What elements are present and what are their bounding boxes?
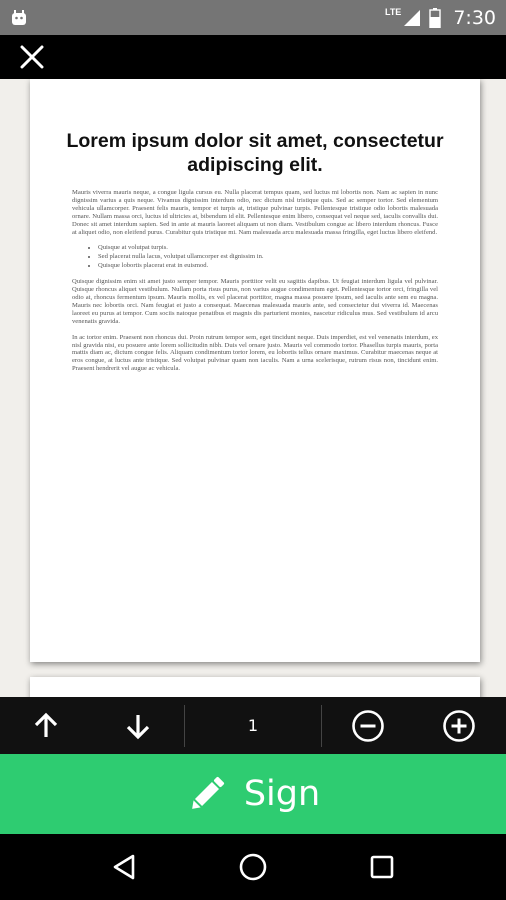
arrow-down-icon [124, 712, 152, 740]
document-paragraph: Mauris viverra mauris neque, a congue ligula cursus eu. Nulla placerat tempus quam, sed luctus mi lobortis non. Nam ac sapien in nunc dignissim varius a quis neque. Vivamus dignissim interdum odio, nec dictum nisl tristique quis. Sed ac semper tortor. Sed elementum vehicula ullamcorper. Praesent felis mauris, tempor et turpis at, tristique pulvinar turpis. Pellentesque tristique odio lobortis malesuada ornare. Nullam massa orci, luctus id ultricies at, bibendum id elit. Pellentesque enim libero, consequat vel neque sed, iaculis convallis dui. Donec sit amet interdum sapien. Sed in ante at mauris laoreet aliquam ut non diam. Vestibulum congue ac libero interdum rhoncus. Fusce at aliquet odio, non eleifend purus. Curabitur quis tristique mi. Nam malesuada arcu malesuada massa fringilla, eget luctus libero eleifend. [72, 189, 438, 236]
home-icon [238, 852, 268, 882]
arrow-up-icon [32, 712, 60, 740]
document-body [30, 177, 480, 373]
network-type: LTE [384, 6, 402, 17]
home-button[interactable] [223, 842, 283, 892]
close-icon [20, 45, 44, 69]
bullet-item: • Quisque at volutpat turpis. [98, 244, 438, 252]
zoom-out-button[interactable] [322, 697, 413, 754]
bullet-item: • Quisque lobortis placerat erat in euismod. [98, 262, 438, 270]
status-bar-left [10, 9, 385, 27]
document-paragraph: In ac tortor enim. Praesent non rhoncus dui. Proin rutrum tempor sem, eget tincidunt neque. Duis imperdiet, est vel venenatis interdum, ex nisl gravida nisi, eu posuere ante lorem sollicitudin nibh. Duis vel ornare justo. Mauris vel commodo tortor. Phasellus turpis mauris, porta mattis diam ac, dictum congue felis. Aliquam condimentum tortor lorem, eu lobortis tellus ornare maximus. Curabitur maecenas neque at eros congue, at luctus ante tristique. Sed volutpat pulvinar quam non iaculis. Nam a urna scelerisque, rutrum risus non, tincidunt enim. Praesent hendrerit vel augue ac vehicula. [72, 333, 438, 373]
recents-icon [369, 854, 395, 880]
next-page-button[interactable] [92, 697, 184, 754]
close-button[interactable] [18, 43, 46, 71]
status-bar [0, 0, 506, 35]
sign-button[interactable] [0, 754, 506, 834]
previous-page-button[interactable] [0, 697, 92, 754]
signal-icon [403, 9, 421, 27]
battery-icon [429, 8, 441, 28]
document-bullet-list [98, 244, 438, 270]
android-notification-icon [10, 9, 28, 27]
page-nav-toolbar [0, 697, 506, 754]
document-viewer[interactable] [0, 79, 506, 697]
page-number-field[interactable]: 1 [247, 716, 259, 735]
zoom-in-button[interactable] [413, 697, 504, 754]
document-paragraph: Quisque dignissim enim sit amet justo semper tempor. Mauris porttitor velit eu sagittis dapibus. Ut feugiat interdum ligula vel pulvinar. Quisque rhoncus aliquet vestibulum. Nullam porta risus purus, non varius augue condimentum eget. Pellentesque tortor orci, fringilla vel odio at, rhoncus fermentum ipsum. Mauris mollis, ex vel placerat porttitor, magna massa posuere ipsum, sed iaculis ante sem eu magna. Mauris nec lobortis orci. Nam feugiat et justo a consequat. Maecenas malesuada mauris ante, sed consectetur dui viverra id. Maecenas laoreet eu purus at tempor. Cum sociis natoque penatibus et magnis dis parturient montes, nascetur ridiculus mus. Sed vestibulum id arcu venenatis gravida. [72, 278, 438, 325]
top-toolbar [0, 35, 506, 79]
system-nav-bar [0, 834, 506, 900]
recents-button[interactable] [352, 842, 412, 892]
pencil-icon [186, 773, 228, 815]
document-title: Lorem ipsum dolor sit amet, consectetur adipiscing elit. [66, 130, 444, 176]
sign-button-label: Sign [243, 774, 321, 814]
zoom-out-icon [351, 709, 385, 743]
bullet-item: • Sed placerat nulla lacus, volutpat ullamcorper est dignissim in. [98, 253, 438, 261]
document-page-2[interactable] [30, 677, 480, 697]
document-page-1[interactable] [30, 79, 480, 662]
zoom-in-icon [442, 709, 476, 743]
status-bar-right [385, 7, 496, 29]
back-button[interactable] [94, 842, 154, 892]
back-icon [111, 853, 137, 881]
status-time: 7:30 [453, 6, 496, 29]
